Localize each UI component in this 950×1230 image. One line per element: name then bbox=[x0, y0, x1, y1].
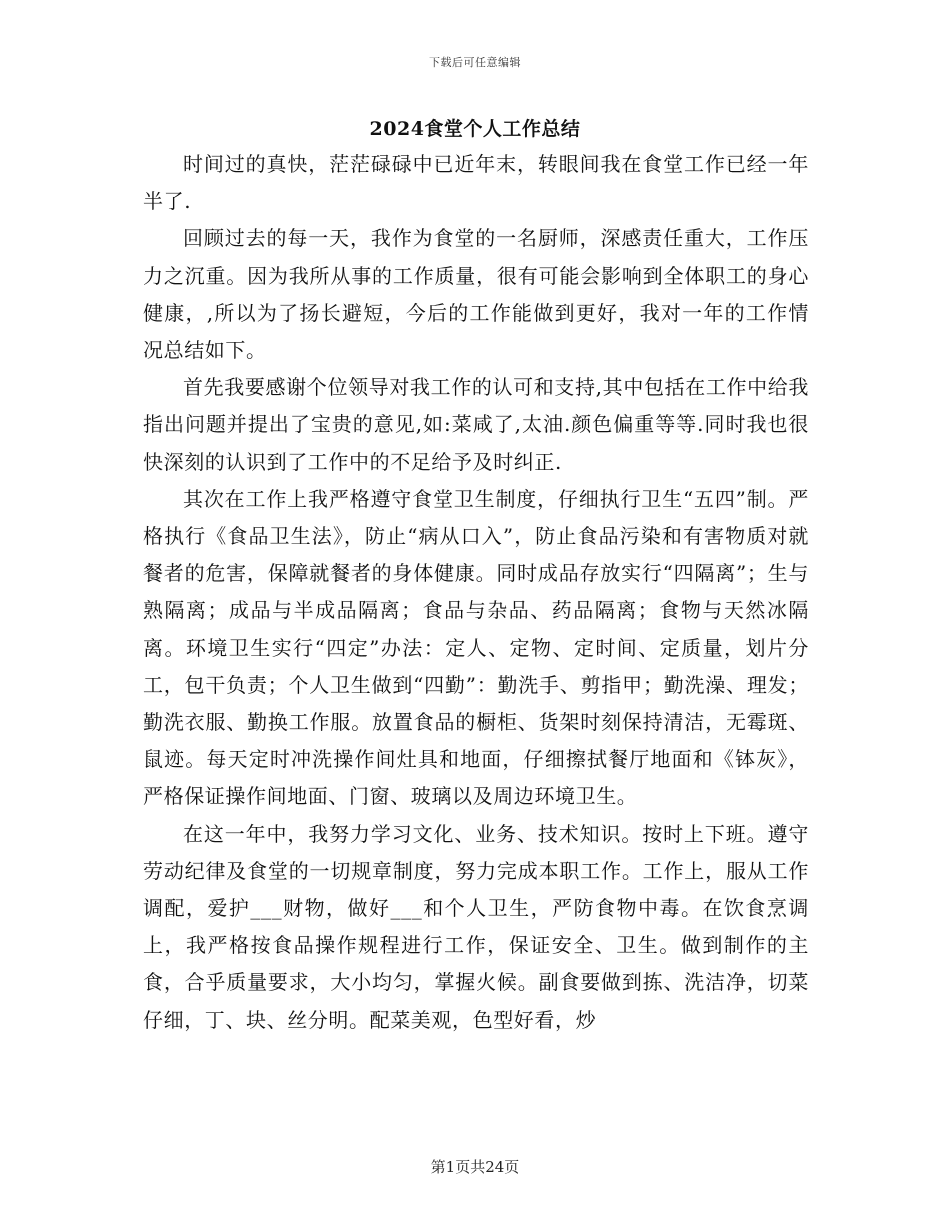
paragraph-4: 其次在工作上我严格遵守食堂卫生制度，仔细执行卫生“五四”制。严格执行《食品卫生法》，防止“病从口入”，防止食品污染和有害物质对就餐者的危害，保障就餐者的身体健康。同时成品存放实行“四隔离”；生与熟隔离；成品与半成品隔离；食品与杂品、药品隔离；食物与天然冰隔离。环境卫生实行“四定”办法：定人、定物、定时间、定质量，划片分工，包干负责；个人卫生做到“四勤”：勤洗手、剪指甲；勤洗澡、理发；勤洗衣服、勤换工作服。放置食品的橱柜、货架时刻保持清洁，无霉斑、鼠迹。每天定时冲洗操作间灶具和地面，仔细擦拭餐厅地面和《钵灰》，严格保证操作间地面、门窗、玻璃以及周边环境卫生。 bbox=[143, 486, 809, 809]
paragraph-5: 在这一年中，我努力学习文化、业务、技术知识。按时上下班。遵守劳动纪律及食堂的一切规章制度，努力完成本职工作。工作上，服从工作调配，爱护___财物，做好___和个人卫生，严防食物中毒。在饮食烹调上，我严格按食品操作规程进行工作，保证安全、卫生。做到制作的主食，合乎质量要求，大小均匀，掌握火候。副食要做到拣、洗洁净，切菜仔细，丁、块、丝分明。配菜美观，色型好看，炒 bbox=[143, 821, 809, 1032]
document-title: 2024食堂个人工作总结 bbox=[369, 118, 581, 140]
paragraph-2: 回顾过去的每一天，我作为食堂的一名厨师，深感责任重大，工作压力之沉重。因为我所从事的工作质量，很有可能会影响到全体职工的身心健康，,所以为了扬长避短，今后的工作能做到更好，我对一年的工作情况总结如下。 bbox=[143, 226, 809, 363]
paragraph-1: 时间过的真快，茫茫碌碌中已近年末，转眼间我在食堂工作已经一年半了. bbox=[143, 152, 809, 214]
document-body bbox=[143, 146, 809, 1039]
page-header-note: 下载后可任意编辑 bbox=[429, 56, 521, 69]
page-number-footer: 第1页共24页 bbox=[430, 1158, 520, 1176]
paragraph-3: 首先我要感谢个位领导对我工作的认可和支持,其中包括在工作中给我指出问题并提出了宝贵的意见,如:菜咸了,太油.颜色偏重等等.同时我也很快深刻的认识到了工作中的不足给予及时纠正. bbox=[143, 375, 809, 474]
